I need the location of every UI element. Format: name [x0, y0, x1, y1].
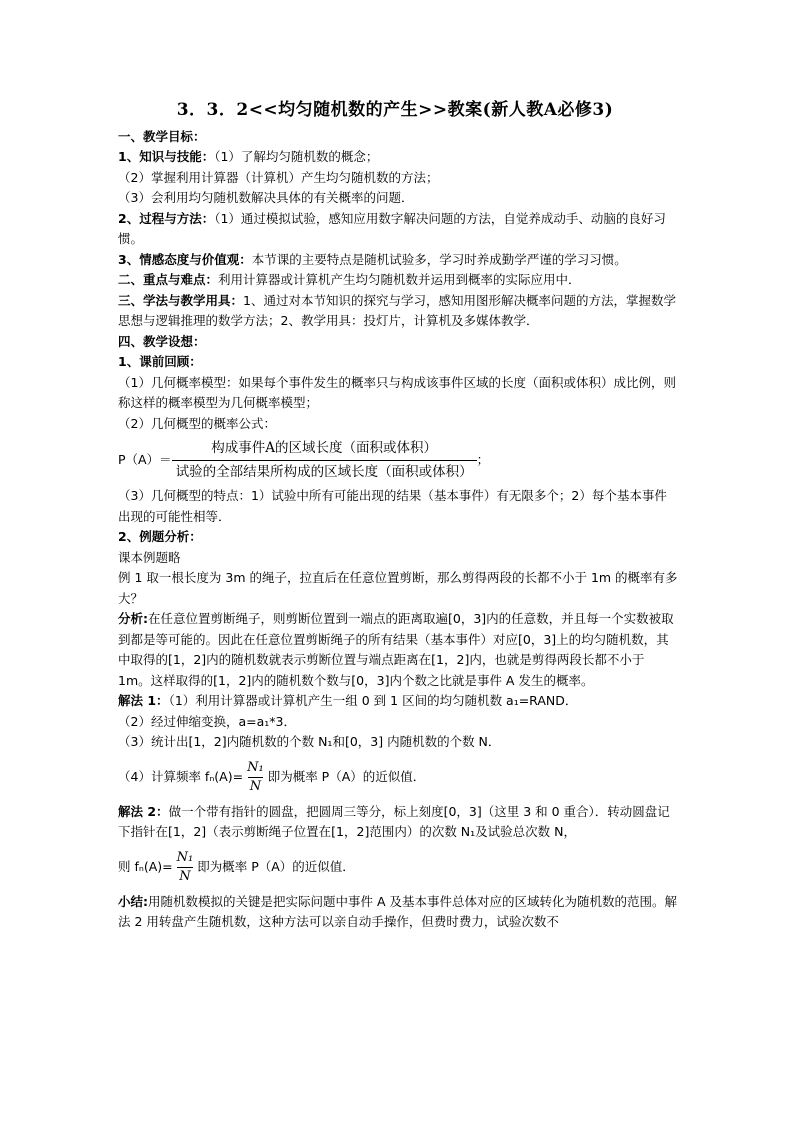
objective-process-text: （1）通过模拟试验，感知应用数字解决问题的方法，自觉养成动手、动脑的良好习惯。 — [118, 210, 666, 246]
summary-text: 用随机数模拟的关键是把实际问题中事件 A 及基本事件总体对应的区域转化为随机数的范围。解法 2 用转盘产生随机数，这种方法可以亲自动手操作，但费时费力，试验次数不 — [118, 893, 677, 929]
section-methods — [118, 291, 678, 332]
formula-denominator: 试验的全部结果所构成的区域长度（面积或体积） — [172, 460, 477, 483]
probability-formula — [118, 438, 678, 482]
solution1-line1 — [118, 691, 678, 712]
solution1-step4 — [118, 759, 678, 796]
frequency-numerator: N₁ — [247, 759, 264, 775]
frequency-denominator: N — [249, 778, 262, 794]
analysis-paragraph — [118, 609, 678, 691]
objective-knowledge — [118, 147, 678, 168]
objective-knowledge-line3: （3）会利用均匀随机数解决具体的有关概率的问题． — [118, 190, 414, 205]
methods-text: 1、通过对本节知识的探究与学习，感知用图形解决概率问题的方法，掌握数学思想与逻辑推理的数学方法；2、教学用具：投灯片，计算机及多媒体教学． — [118, 292, 676, 328]
examples-intro: 课本例题略 — [118, 549, 181, 565]
objective-process-label: 2、过程与方法： — [118, 210, 215, 226]
solution1-step4-post: 即为概率 P（A）的近似值． — [267, 768, 426, 784]
review-line2: （2）几何概型的概率公式： — [118, 415, 276, 431]
solution1-step2: （2）经过伸缩变换，a=a₁*3． — [118, 713, 296, 729]
frequency-fraction-2 — [175, 849, 196, 886]
formula-lhs: P（A）＝ — [118, 451, 172, 467]
solution2-line2 — [118, 849, 678, 886]
review-heading: 1、课前回顾： — [118, 354, 202, 369]
page-title: 3．3．2<<均匀随机数的产生>>教案(新人教A必修3) — [176, 100, 614, 120]
section-key-points — [118, 270, 678, 291]
solution2-line2-pre: 则 fₙ(A)= — [118, 858, 173, 874]
example-1: 例 1 取一根长度为 3m 的绳子，拉直后在任意位置剪断，那么剪得两段的长都不小于 1m 的概率有多大？ — [118, 570, 678, 606]
solution2-paragraph — [118, 802, 678, 843]
solution2-label: 解法 2： — [118, 803, 169, 819]
section-objectives-heading: 一、教学目标： — [118, 128, 206, 144]
analysis-text: 在任意位置剪断绳子，则剪断位置到一端点的距离取遍[0，3]内的任意数，并且每一个实数被取到都是等可能的。因此在任意位置剪断绳子的所有结果（基本事件）对应[0，3]上的均匀随机数，其中取得的[1，2]内的随机数就表示剪断位置与端点距离在[1，2]内，也就是剪得两段长都不小于 1m。这样取得的[1，2]内的随机数个数与[0，3]内个数之比就是事件 A 发生的概率。 — [118, 611, 674, 688]
objective-knowledge-text: （1）了解均匀随机数的概念； — [214, 149, 379, 164]
solution1-label: 解法 1： — [118, 693, 169, 708]
frequency-fraction — [245, 759, 266, 796]
solution2-text: 做一个带有指针的圆盘，把圆周三等分，标上刻度[0，3]（这里 3 和 0 重合）．转动圆盘记下指针在[1，2]（表示剪断绳子位置在[1，2]范围内）的次数 N₁及试验总次数 N， — [118, 803, 670, 839]
objective-process — [118, 209, 678, 250]
formula-fraction — [172, 438, 477, 482]
solution1-step3: （3）统计出[1，2]内随机数的个数 N₁和[0，3] 内随机数的个数 N． — [118, 734, 501, 749]
analysis-label: 分析: — [118, 611, 148, 626]
summary-paragraph — [118, 892, 678, 933]
examples-heading: 2、例题分析： — [118, 529, 202, 544]
section-design-heading: 四、教学设想： — [118, 333, 206, 349]
formula-tail: ； — [476, 451, 490, 467]
review-line3: （3）几何概型的特点：1）试验中所有可能出现的结果（基本事件）有无限多个；2）每个基本事件出现的可能性相等． — [118, 488, 667, 524]
objective-knowledge-line2: （2）掌握利用计算器（计算机）产生均匀随机数的方法； — [118, 169, 439, 185]
document-page — [118, 100, 678, 933]
solution1-step4-pre: （4）计算频率 fₙ(A)= — [118, 768, 244, 784]
objective-attitude-label: 3、情感态度与价值观： — [118, 251, 252, 267]
methods-label: 三、学法与教学用具： — [118, 292, 244, 308]
objective-attitude-text: 本节课的主要特点是随机试验多，学习时养成勤学严谨的学习习惯。 — [251, 251, 627, 267]
frequency-numerator-2: N₁ — [176, 849, 194, 865]
summary-label: 小结: — [118, 893, 148, 909]
review-line1: （1）几何概率模型：如果每个事件发生的概率只与构成该事件区域的长度（面积或体积）成比例，则称这样的概率模型为几何概率模型； — [118, 374, 676, 410]
objective-knowledge-label: 1、知识与技能： — [118, 149, 215, 164]
objective-attitude — [118, 250, 678, 271]
solution2-line2-post: 即为概率 P（A）的近似值． — [197, 858, 355, 874]
key-points-text: 利用计算器或计算机产生均匀随机数并运用到概率的实际应用中． — [218, 272, 581, 287]
frequency-denominator-2: N — [179, 868, 191, 884]
solution1-step1: （1）利用计算器或计算机产生一组 0 到 1 区间的均匀随机数 a₁=RAND． — [168, 693, 578, 708]
formula-numerator: 构成事件A的区域长度（面积或体积） — [211, 440, 437, 456]
key-points-label: 二、重点与难点： — [118, 272, 219, 287]
